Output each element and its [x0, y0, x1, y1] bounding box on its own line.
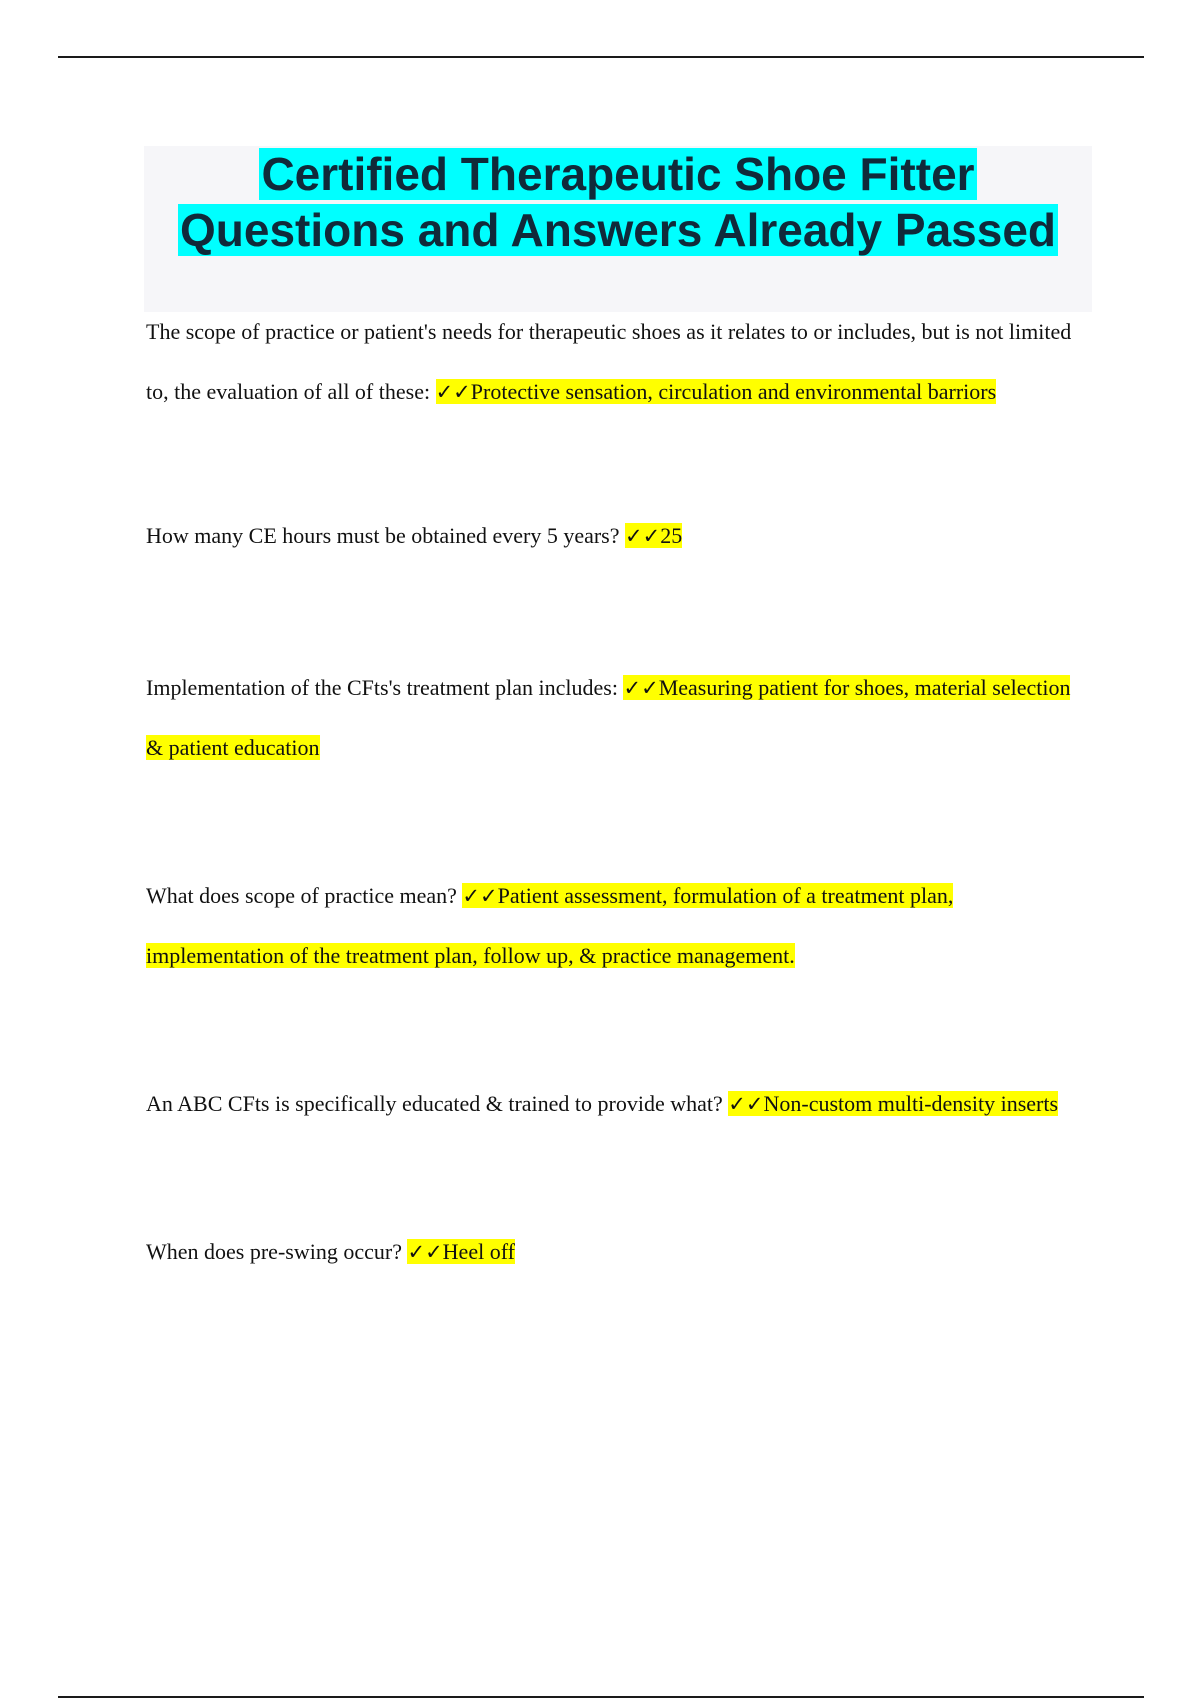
answer-text: Measuring patient for shoes, material selection & patient education	[146, 675, 1071, 760]
question-text: How many CE hours must be obtained every 5 years?	[146, 523, 625, 548]
answer-text: Patient assessment, formulation of a treatment plan, implementation of the treatment plan, follow up, & practice management.	[146, 883, 954, 968]
question-text: Implementation of the CFts's treatment plan includes:	[146, 675, 624, 700]
qa-item	[146, 866, 1086, 986]
qa-list	[146, 302, 1086, 1282]
question-text: What does scope of practice mean?	[146, 883, 463, 908]
qa-item	[146, 658, 1086, 778]
answer-text: 25	[660, 523, 683, 548]
double-check-icon: ✓✓	[625, 524, 661, 548]
bottom-rule	[58, 1696, 1144, 1698]
answer-highlight	[407, 1239, 515, 1264]
answer-text: Protective sensation, circulation and environmental barriors	[470, 379, 997, 404]
double-check-icon: ✓✓	[407, 1240, 443, 1264]
qa-item	[146, 302, 1086, 422]
answer-text: Non-custom multi-density inserts	[763, 1091, 1059, 1116]
title-line-2	[144, 202, 1092, 258]
qa-item	[146, 1222, 1086, 1282]
qa-item	[146, 1074, 1086, 1134]
question-text: An ABC CFts is specifically educated & trained to provide what?	[146, 1091, 729, 1116]
double-check-icon: ✓✓	[623, 676, 659, 700]
title-text-1: Certified Therapeutic Shoe Fitter	[261, 148, 975, 200]
question-text: The scope of practice or patient's needs for therapeutic shoes as it relates to or includes, but is not limited to, the evaluation of all of these:	[146, 319, 1072, 404]
title-text-2: Questions and Answers Already Passed	[179, 204, 1057, 256]
answer-highlight	[436, 379, 997, 404]
answer-text: Heel off	[442, 1239, 515, 1264]
double-check-icon: ✓✓	[462, 884, 498, 908]
answer-highlight	[728, 1091, 1058, 1116]
double-check-icon: ✓✓	[435, 380, 471, 404]
double-check-icon: ✓✓	[728, 1092, 764, 1116]
title-block	[144, 146, 1092, 312]
answer-highlight	[625, 523, 682, 548]
title-line-1	[144, 146, 1092, 202]
top-rule	[58, 56, 1144, 58]
qa-item	[146, 506, 1086, 566]
question-text: When does pre-swing occur?	[146, 1239, 408, 1264]
